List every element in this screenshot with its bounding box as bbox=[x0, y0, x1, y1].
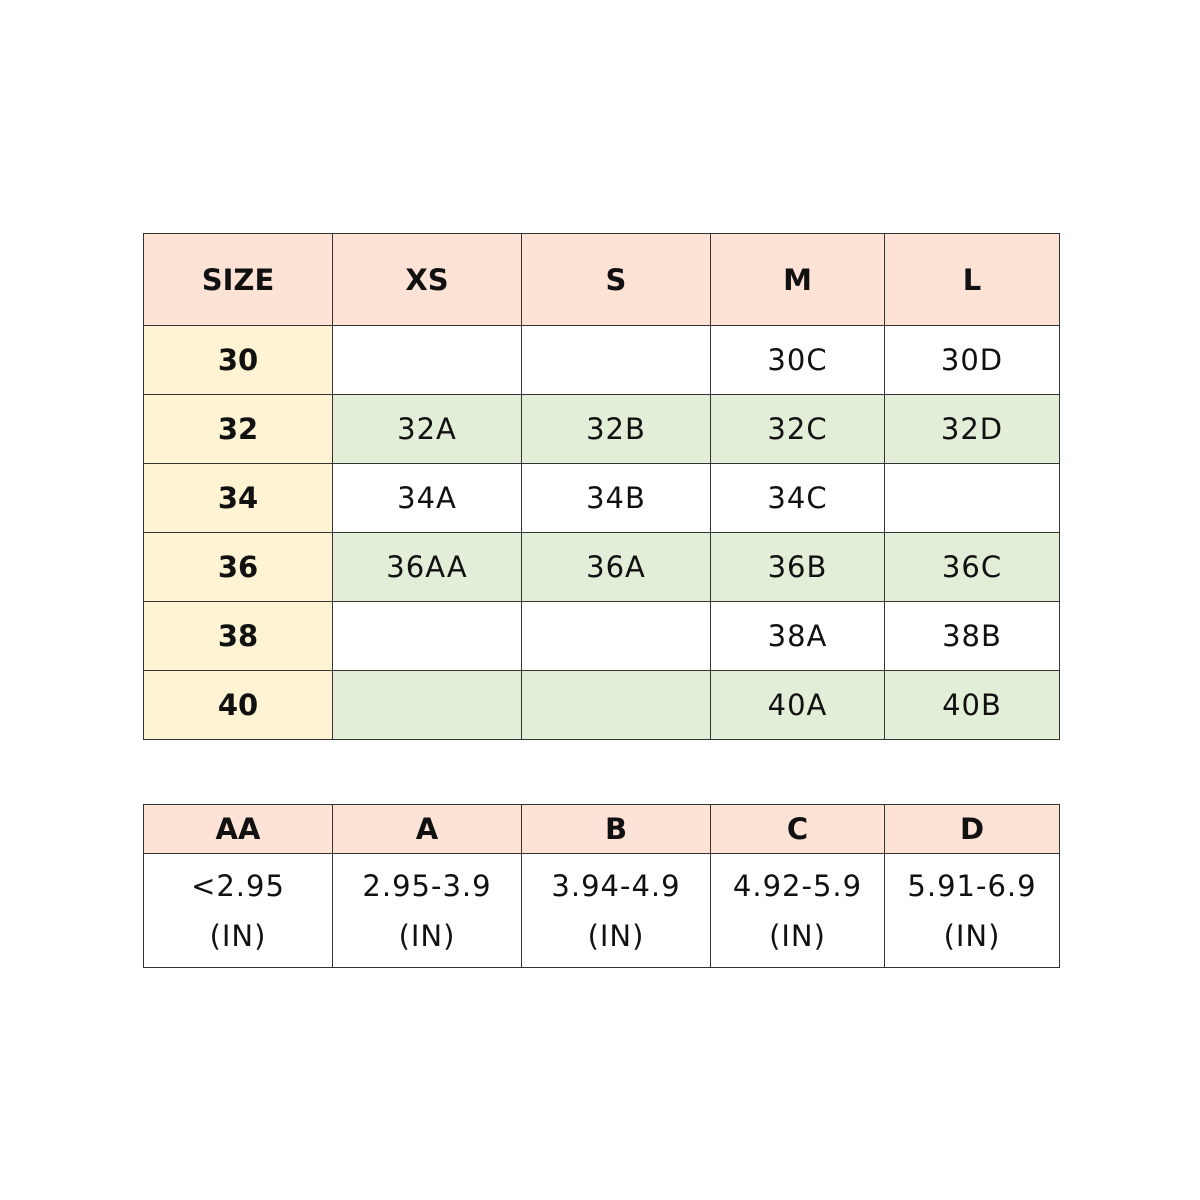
cup-range-cell bbox=[885, 854, 1060, 968]
cup-range-cell bbox=[522, 854, 711, 968]
size-cell: 32D bbox=[885, 395, 1060, 464]
size-cell bbox=[885, 464, 1060, 533]
table-row bbox=[144, 464, 1060, 533]
size-cell: 36C bbox=[885, 533, 1060, 602]
cup-chart-table bbox=[143, 804, 1060, 968]
cup-chart-header-row bbox=[144, 805, 1060, 854]
size-cell bbox=[333, 326, 522, 395]
cup-range-unit: (IN) bbox=[769, 918, 826, 953]
size-cell: 30D bbox=[885, 326, 1060, 395]
size-chart-header-row bbox=[144, 234, 1060, 326]
table-row bbox=[144, 326, 1060, 395]
table-row bbox=[144, 395, 1060, 464]
size-cell: 34C bbox=[711, 464, 885, 533]
header-l: L bbox=[885, 234, 1060, 326]
size-cell: 32A bbox=[333, 395, 522, 464]
cup-range-cell bbox=[333, 854, 522, 968]
cup-range-unit: (IN) bbox=[398, 918, 456, 953]
size-cell: 34A bbox=[333, 464, 522, 533]
band-size-cell: 30 bbox=[144, 326, 333, 395]
table-row bbox=[144, 671, 1060, 740]
band-size-cell: 34 bbox=[144, 464, 333, 533]
size-cell: 36B bbox=[711, 533, 885, 602]
header-xs: XS bbox=[333, 234, 522, 326]
header-size: SIZE bbox=[144, 234, 333, 326]
cup-header-b: B bbox=[522, 805, 711, 854]
cup-header-c: C bbox=[711, 805, 885, 854]
cup-range-unit: (IN) bbox=[943, 918, 1001, 953]
size-cell: 40A bbox=[711, 671, 885, 740]
size-cell bbox=[333, 602, 522, 671]
size-cell: 38B bbox=[885, 602, 1060, 671]
size-cell bbox=[522, 326, 711, 395]
cup-range-value: 2.95-3.9 bbox=[362, 868, 492, 903]
cup-header-a: A bbox=[333, 805, 522, 854]
band-size-cell: 36 bbox=[144, 533, 333, 602]
table-row bbox=[144, 533, 1060, 602]
cup-range-value: 3.94-4.9 bbox=[551, 868, 681, 903]
size-cell: 32C bbox=[711, 395, 885, 464]
size-chart-table bbox=[143, 233, 1060, 740]
size-cell: 36A bbox=[522, 533, 711, 602]
cup-range-row bbox=[144, 854, 1060, 968]
header-s: S bbox=[522, 234, 711, 326]
size-cell: 32B bbox=[522, 395, 711, 464]
size-cell: 30C bbox=[711, 326, 885, 395]
band-size-cell: 38 bbox=[144, 602, 333, 671]
band-size-cell: 32 bbox=[144, 395, 333, 464]
cup-range-value: 5.91-6.9 bbox=[907, 868, 1037, 903]
table-row bbox=[144, 602, 1060, 671]
size-cell: 40B bbox=[885, 671, 1060, 740]
size-cell bbox=[522, 671, 711, 740]
cup-range-cell bbox=[144, 854, 333, 968]
size-cell: 38A bbox=[711, 602, 885, 671]
size-cell bbox=[522, 602, 711, 671]
cup-header-d: D bbox=[885, 805, 1060, 854]
band-size-cell: 40 bbox=[144, 671, 333, 740]
size-cell: 34B bbox=[522, 464, 711, 533]
header-m: M bbox=[711, 234, 885, 326]
cup-range-value: <2.95 bbox=[191, 868, 285, 903]
cup-range-unit: (IN) bbox=[587, 918, 645, 953]
cup-header-aa: AA bbox=[144, 805, 333, 854]
cup-range-cell bbox=[711, 854, 885, 968]
cup-range-unit: (IN) bbox=[209, 918, 267, 953]
size-cell bbox=[333, 671, 522, 740]
cup-range-value: 4.92-5.9 bbox=[732, 868, 863, 903]
size-cell: 36AA bbox=[333, 533, 522, 602]
